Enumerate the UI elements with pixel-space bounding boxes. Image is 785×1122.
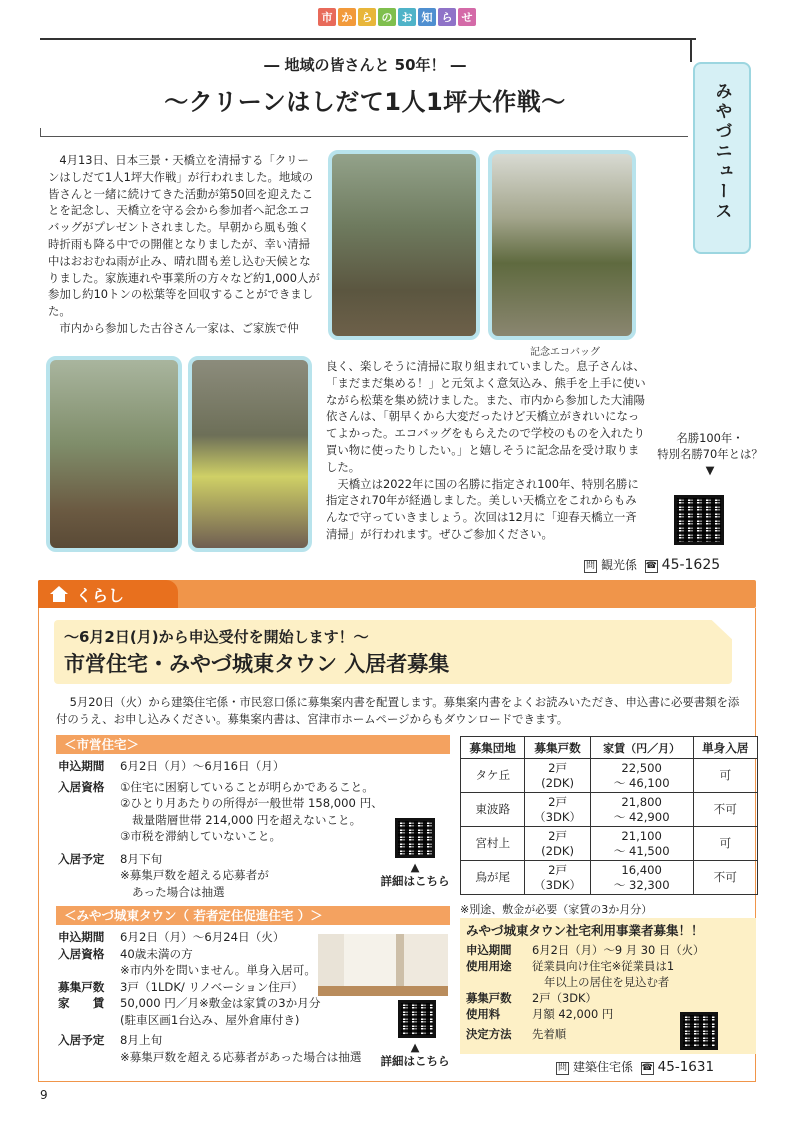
value: 従業員向け住宅※従業員は1 [532, 959, 675, 973]
label: 入居資格 [58, 779, 105, 794]
section-header-chips [318, 8, 476, 26]
value: (駐車区画1台込み、屋外倉庫付き) [120, 1012, 300, 1027]
cell-rent [590, 793, 693, 827]
details-link[interactable] [378, 860, 452, 888]
qr-code-icon[interactable] [398, 1000, 436, 1038]
value: ①住宅に困窮していることが明らかであること。 [120, 779, 374, 794]
label: 募集戸数 [466, 991, 512, 1005]
units-table [460, 736, 758, 895]
rent-max: ～ 46,100 [613, 775, 670, 790]
rent-min: 21,100 [621, 828, 662, 843]
details-link-label: 詳細はこちら [380, 874, 450, 888]
value: 8月上旬 [120, 1033, 163, 1047]
table-row [461, 861, 758, 895]
contact-dept: 建築住宅係 [573, 1060, 634, 1074]
arrow-up-icon: ▲ [410, 860, 420, 874]
details-link-label: 詳細はこちら [380, 1054, 450, 1068]
qr-code-icon[interactable] [680, 1012, 718, 1050]
qr-code-icon[interactable] [395, 818, 435, 858]
cell-name: 東波路 [461, 793, 525, 827]
value: 50,000 円／月※敷金は家賃の3か月分 [120, 996, 321, 1010]
divider [40, 38, 696, 40]
value: 3戸（1LDK/ リノベーション住戸） [120, 979, 304, 994]
cell-name: タケ丘 [461, 759, 525, 793]
table-header: 家賃（円／月） [590, 737, 693, 759]
photo-cleanup [328, 150, 480, 340]
contact-info [556, 1058, 714, 1075]
meisho-line: 特別名勝70年とは？ [657, 447, 763, 461]
side-tab-label: みやづニュース [711, 82, 732, 222]
units-count: 2戸 [548, 794, 568, 809]
units-count: 2戸 [548, 760, 568, 775]
divider [40, 128, 50, 137]
units-type: （3DK） [534, 809, 582, 824]
side-tab [693, 62, 751, 254]
cell-units [525, 759, 590, 793]
cell-units [525, 861, 590, 895]
header-chip: 知 [418, 8, 436, 26]
room-photo [318, 934, 448, 996]
arrow-down-icon: ▼ [705, 463, 715, 477]
units-type: （3DK） [534, 877, 582, 892]
header-chip: ら [438, 8, 456, 26]
table-header: 単身入居 [693, 737, 757, 759]
label: 入居予定 [58, 1033, 105, 1047]
boshu-subtitle: ～6月2日(月)から申込受付を開始します！～ [64, 628, 369, 646]
phone-icon: ☎ [645, 561, 657, 571]
units-count: 2戸 [548, 862, 568, 877]
qr-code-icon[interactable] [674, 495, 724, 545]
label: 入居予定 [58, 851, 105, 866]
value: ※市内外を問いません。単身入居可。 [120, 963, 316, 977]
label: 使用料 [466, 1007, 501, 1021]
details-link[interactable] [378, 1040, 452, 1068]
photo-family [46, 356, 182, 552]
rent-min: 22,500 [621, 760, 662, 775]
header-chip: ら [358, 8, 376, 26]
table-header: 募集団地 [461, 737, 525, 759]
label: 決定方法 [466, 1027, 512, 1041]
contact-tel: 45-1631 [657, 1059, 715, 1075]
shataku-title: みやづ城東タウン社宅利用事業者募集！！ [466, 923, 704, 938]
news-subtitle: ― 地域の皆さんと 50年！ ― [264, 56, 466, 74]
label: 募集戸数 [58, 979, 105, 994]
rent-max: ～ 32,300 [613, 877, 670, 892]
rent-max: ～ 41,500 [613, 843, 670, 858]
value: 6月2日（月）～6月24日（火） [120, 930, 285, 944]
news-body-2: 良く、楽しそうに清掃に取り組まれていました。息子さんは、「まだまだ集める！」と元気よく意気込み、熊手を上手に使いながら松葉を集め続けました。また、市内から参加した大浦陽依さんは、「朝早くから大変だったけど天橋立がきれいになってよかった。エコバッグをもらえたので学校のものを入れたり買い物に使ったりしたい。」と嬉しそうに記念品を受け取りました。 天橋立は2022年に国の名勝に指定され100年、特別名勝に指定され70年が経過しました。美しい天橋立をこれからもみんなで守っていきましょう。次回は12月に「迎春天橋立一斉清掃」が行われます。ぜひご参加ください。 [326, 359, 646, 541]
units-count: 2戸 [548, 828, 568, 843]
value: ②ひとり月あたりの所得が一般世帯 158,000 円、 [120, 796, 383, 810]
cell-rent [590, 861, 693, 895]
value: 6月2日（月）～9 月 30 日（火） [532, 943, 705, 957]
value: あった場合は抽選 [132, 884, 225, 899]
kurashi-label: くらし [76, 585, 125, 605]
header-chip: 市 [318, 8, 336, 26]
boshu-title: 市営住宅・みやづ城東タウン 入居者募集 [64, 652, 450, 676]
table-note: ※別途、敷金が必要（家賃の3か月分） [460, 903, 653, 916]
units-type: (2DK) [541, 775, 575, 790]
cell-single: 可 [693, 827, 757, 861]
label: 申込期間 [58, 759, 105, 773]
header-chip: か [338, 8, 356, 26]
arrow-up-icon: ▲ [410, 1040, 420, 1054]
cell-units [525, 793, 590, 827]
header-chip: せ [458, 8, 476, 26]
meisho-line: 名勝100年・ [676, 431, 744, 445]
contact-dept: 観光係 [601, 558, 638, 572]
table-row [461, 793, 758, 827]
header-chip: の [378, 8, 396, 26]
page-number: 9 [40, 1088, 48, 1102]
kurashi-tab [38, 580, 178, 608]
cell-single: 不可 [693, 861, 757, 895]
cell-rent [590, 827, 693, 861]
value: ③市税を滞納していないこと。 [120, 829, 282, 843]
table-row [461, 759, 758, 793]
table-header: 募集戸数 [525, 737, 590, 759]
value: 月額 42,000 円 [532, 1007, 614, 1021]
rent-max: ～ 42,900 [613, 809, 670, 824]
rent-min: 21,800 [621, 794, 662, 809]
news-body-1: 4月13日、日本三景・天橋立を清掃する「クリーンはしだて1人1坪大作戦」が行われました。地域の皆さんと一緒に続けてきた活動が第50回を迎えたことを記念し、天橋立を守る会から参加者へ記念エコバッグがプレゼントされました。早朝から風も強く時折雨も降る中での開催となりましたが、幸い清掃中はおおむね雨が止み、晴れ間も差し込む天候となりました。家族連れや事業所の方々など約1,000人が参加し約10トンの松葉等を回収することができました。 市内から参加した古谷さん一家は、ご家族で仲 [48, 153, 320, 335]
cell-units [525, 827, 590, 861]
phone-icon: ☎ [641, 1063, 653, 1073]
value: ※募集戸数を超える応募者があった場合は抽選 [120, 1049, 362, 1064]
cell-name: 宮村上 [461, 827, 525, 861]
label: 入居資格 [58, 946, 105, 961]
value: 6月2日（月）～6月16日（月） [120, 759, 285, 773]
header-chip: お [398, 8, 416, 26]
inquiry-icon: 問 [557, 1063, 567, 1073]
cell-single: 可 [693, 759, 757, 793]
cell-name: 鳥が尾 [461, 861, 525, 895]
shiei-heading: ＜市営住宅＞ [56, 735, 450, 754]
rent-min: 16,400 [621, 862, 662, 877]
value: 年以上の居住を見込む者 [544, 975, 670, 989]
divider [690, 38, 692, 62]
photo-girl [188, 356, 312, 552]
photo-caption: 記念エコバッグ [530, 347, 600, 358]
cell-single: 不可 [693, 793, 757, 827]
inquiry-icon: 問 [585, 561, 595, 571]
value: 先着順 [532, 1027, 567, 1041]
boshu-intro: 5月20日（火）から建築住宅係・市民窓口係に募集案内書を配置します。募集案内書をよくお読みいただき、申込書に必要書類を添付のうえ、お申し込みください。募集案内書は、宮津市ホームページからもダウンロードできます。 [56, 695, 740, 726]
label: 申込期間 [58, 930, 105, 944]
table-header-row [461, 737, 758, 759]
label: 申込期間 [466, 943, 512, 957]
photo-ecobag [488, 150, 636, 340]
contact-info [584, 556, 720, 573]
value: 8月下旬 [120, 851, 163, 866]
value: 2戸（3DK） [532, 991, 597, 1005]
joto-heading: ＜みやづ城東タウン（ 若者定住促進住宅 ）＞ [56, 906, 450, 925]
label: 家 賃 [58, 996, 105, 1010]
table-row [461, 827, 758, 861]
label: 使用用途 [466, 959, 512, 973]
house-icon [50, 586, 68, 602]
value: ※募集戸数を超える応募者が [120, 868, 269, 882]
meisho-link-text [650, 430, 770, 478]
contact-tel: 45-1625 [661, 557, 721, 573]
units-type: (2DK) [541, 843, 575, 858]
divider [48, 136, 688, 137]
value: 40歳未満の方 [120, 946, 193, 961]
news-title: ～クリーンはしだて1人1坪大作戦～ [164, 88, 566, 116]
value: 裁量階層世帯 214,000 円を超えないこと。 [132, 812, 362, 827]
cell-rent [590, 759, 693, 793]
